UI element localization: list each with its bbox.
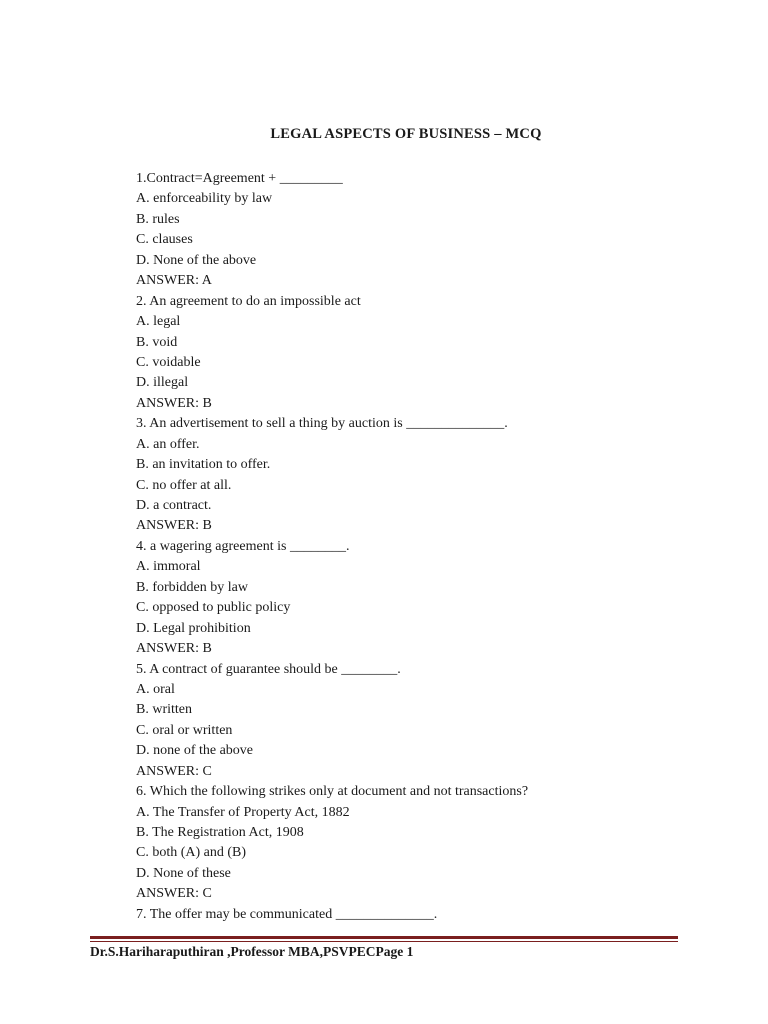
text-line: D. illegal — [136, 375, 189, 391]
text-line: D. None of the above — [136, 252, 257, 268]
text-line: A. immoral — [136, 559, 201, 575]
text-line: C. opposed to public policy — [136, 600, 291, 616]
text-line: 1.Contract=Agreement + _________ — [136, 171, 343, 186]
text-line: 4. a wagering agreement is ________. — [136, 538, 350, 554]
text-line: 3. An advertisement to sell a thing by auction is ______________. — [136, 416, 508, 432]
text-line: C. clauses — [136, 232, 193, 248]
text-line: A. The Transfer of Property Act, 1882 — [136, 804, 350, 820]
text-line: A. legal — [136, 314, 181, 330]
text-line: A. enforceability by law — [136, 191, 273, 207]
text-line: ANSWER: B — [136, 518, 212, 534]
text-line: B. an invitation to offer. — [136, 457, 271, 473]
text-line: C. oral or written — [136, 722, 233, 738]
mcq-content — [136, 169, 528, 925]
text-line: C. no offer at all. — [136, 477, 232, 493]
text-line: ANSWER: B — [136, 395, 212, 411]
document-title: LEGAL ASPECTS OF BUSINESS – MCQ — [270, 126, 542, 142]
footer-text: Dr.S.Hariharaputhiran ,Professor MBA,PSVPECPage 1 — [90, 944, 414, 959]
text-line: ANSWER: C — [136, 886, 212, 902]
text-line: 6. Which the following strikes only at document and not transactions? — [136, 784, 529, 800]
text-line: ANSWER: B — [136, 641, 212, 657]
text-line: B. The Registration Act, 1908 — [136, 825, 304, 840]
text-line: D. none of the above — [136, 743, 254, 759]
footer-rule-thin — [90, 941, 678, 942]
text-line: C. both (A) and (B) — [136, 845, 247, 861]
text-line: D. None of these — [136, 865, 231, 881]
text-line: 2. An agreement to do an impossible act — [136, 293, 361, 309]
text-line: D. a contract. — [136, 498, 212, 513]
footer-rule-thick — [90, 936, 678, 939]
text-line: A. an offer. — [136, 436, 200, 452]
text-line: D. Legal prohibition — [136, 620, 251, 636]
text-line: B. rules — [136, 211, 180, 227]
text-line: 5. A contract of guarantee should be ________. — [136, 661, 401, 677]
text-line: A. oral — [136, 681, 175, 697]
text-line: B. written — [136, 702, 192, 718]
text-line: ANSWER: A — [136, 273, 212, 289]
text-line: C. voidable — [136, 354, 201, 370]
text-line: B. void — [136, 334, 178, 350]
text-line: 7. The offer may be communicated ______________. — [136, 906, 438, 922]
text-line: ANSWER: C — [136, 763, 212, 779]
text-line: B. forbidden by law — [136, 579, 248, 595]
